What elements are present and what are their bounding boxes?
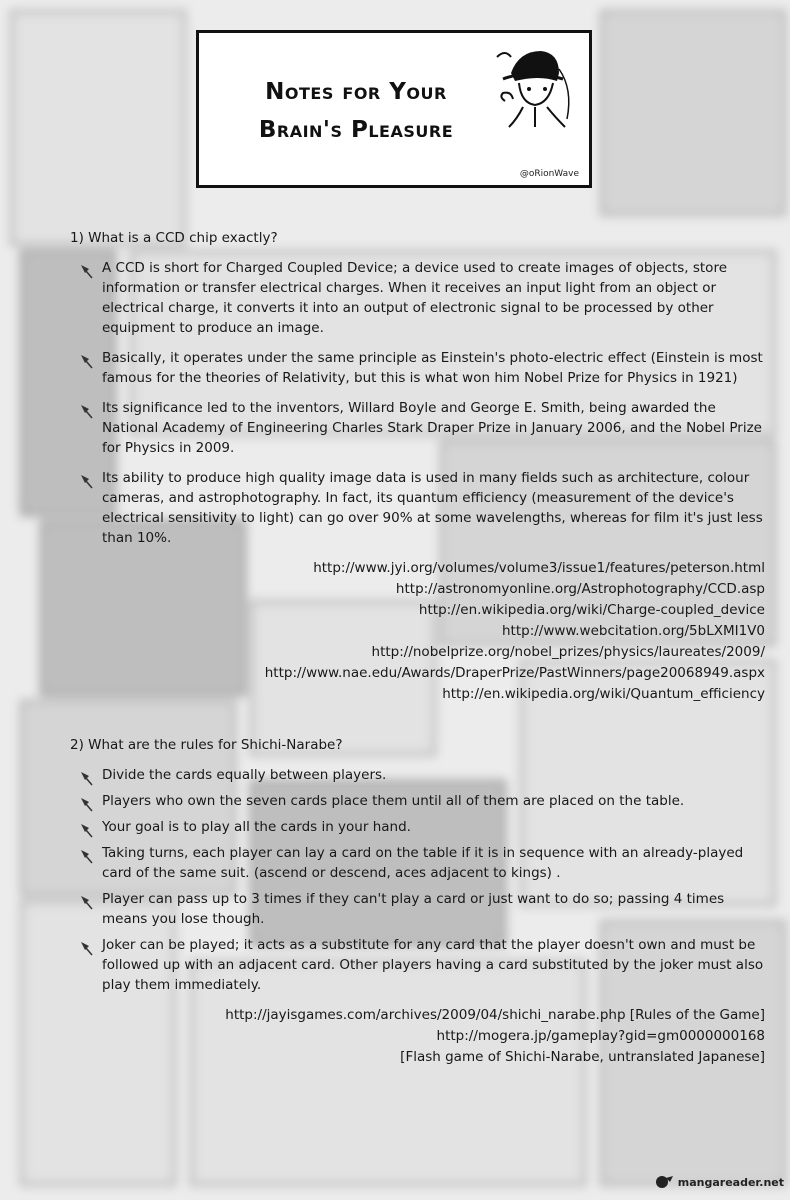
list-item: [70, 843, 770, 883]
bullet-text: Its significance led to the inventors, Willard Boyle and George E. Smith, being awarded the National Academy of Engineering Charles Stark Draper Prize in January 2006, and the Nobel Prize for Physics in 2009.: [102, 400, 762, 456]
bullet-text: Your goal is to play all the cards in your hand.: [102, 819, 411, 835]
reference-link: http://nobelprize.org/nobel_prizes/physics/laureates/2009/: [371, 644, 765, 660]
bullet-text: Player can pass up to 3 times if they can't play a card or just want to do so; passing 4 times means you lose though.: [102, 891, 725, 927]
section-2-references: [70, 1005, 770, 1068]
list-item: [70, 468, 770, 548]
question-1: 1) What is a CCD chip exactly?: [70, 230, 278, 246]
bullet-text: Divide the cards equally between players.: [102, 767, 387, 783]
bullet-text: Players who own the seven cards place them until all of them are placed on the table.: [102, 793, 685, 809]
pin-bullet-icon: [78, 471, 96, 489]
reference-link: http://en.wikipedia.org/wiki/Charge-coupled_device: [418, 602, 765, 618]
list-item: [70, 817, 770, 837]
section-2-bullets: [70, 765, 770, 995]
section-1-bullets: [70, 258, 770, 548]
pin-bullet-icon: [78, 820, 96, 838]
bullet-text: Joker can be played; it acts as a substitute for any card that the player doesn't own and must be followed up with an adjacent card. Other players having a card substituted by the joker must also play them immediately.: [102, 937, 764, 993]
reference-link: http://astronomyonline.org/Astrophotography/CCD.asp: [395, 581, 765, 597]
reference-link: [Flash game of Shichi-Narabe, untranslated Japanese]: [400, 1049, 765, 1065]
reference-link: http://mogera.jp/gameplay?gid=gm0000000168: [436, 1028, 765, 1044]
watermark-text: mangareader.net: [677, 1175, 784, 1189]
list-item: [70, 935, 770, 995]
title-line-1: Notes for Your: [265, 79, 447, 105]
pin-bullet-icon: [78, 261, 96, 279]
list-item: [70, 791, 770, 811]
reference-link: http://www.nae.edu/Awards/DraperPrize/PastWinners/page20068949.aspx: [264, 665, 765, 681]
site-watermark: [654, 1174, 784, 1190]
mascot-drawing-icon: [489, 39, 579, 129]
pin-bullet-icon: [78, 794, 96, 812]
list-item: [70, 398, 770, 458]
list-item: [70, 258, 770, 338]
pin-bullet-icon: [78, 938, 96, 956]
reference-link: http://www.webcitation.org/5bLXMI1V0: [502, 623, 765, 639]
pin-bullet-icon: [78, 351, 96, 369]
title-box: [196, 30, 592, 188]
reference-link: http://jayisgames.com/archives/2009/04/shichi_narabe.php [Rules of the Game]: [225, 1007, 765, 1023]
list-item: [70, 348, 770, 388]
list-item: [70, 889, 770, 929]
reference-link: http://en.wikipedia.org/wiki/Quantum_efficiency: [442, 686, 765, 702]
section-1-references: [70, 558, 770, 705]
bullet-text: A CCD is short for Charged Coupled Device; a device used to create images of objects, store information or transfer electrical charges. When it receives an input light from an object or electrical charge, it converts it into an output of electronic signal to be processed by other equipment to produce an image.: [102, 260, 728, 336]
author-credit: @oRionWave: [519, 169, 579, 179]
pin-bullet-icon: [78, 768, 96, 786]
pin-bullet-icon: [78, 846, 96, 864]
notes-content: [70, 228, 770, 1098]
page-title: [231, 73, 481, 149]
list-item: [70, 765, 770, 785]
title-line-2: Brain's Pleasure: [258, 117, 454, 143]
pin-bullet-icon: [78, 401, 96, 419]
watermark-logo-icon: [654, 1174, 674, 1190]
question-2: 2) What are the rules for Shichi-Narabe?: [70, 737, 343, 753]
reference-link: http://www.jyi.org/volumes/volume3/issue1/features/peterson.html: [313, 560, 765, 576]
bullet-text: Its ability to produce high quality image data is used in many fields such as architecture, colour cameras, and astrophotography. In fact, its quantum efficiency (measurement of the device's electrical sensitivity to light) can go over 90% at some wavelengths, whereas for film it's just less than 10%.: [102, 470, 763, 546]
bullet-text: Taking turns, each player can lay a card on the table if it is in sequence with an already-played card of the same suit. (ascend or descend, aces adjacent to kings) .: [102, 845, 744, 881]
bullet-text: Basically, it operates under the same principle as Einstein's photo-electric effect (Einstein is most famous for the theories of Relativity, but this is what won him Nobel Prize for Physics in 1921): [102, 350, 763, 386]
pin-bullet-icon: [78, 892, 96, 910]
